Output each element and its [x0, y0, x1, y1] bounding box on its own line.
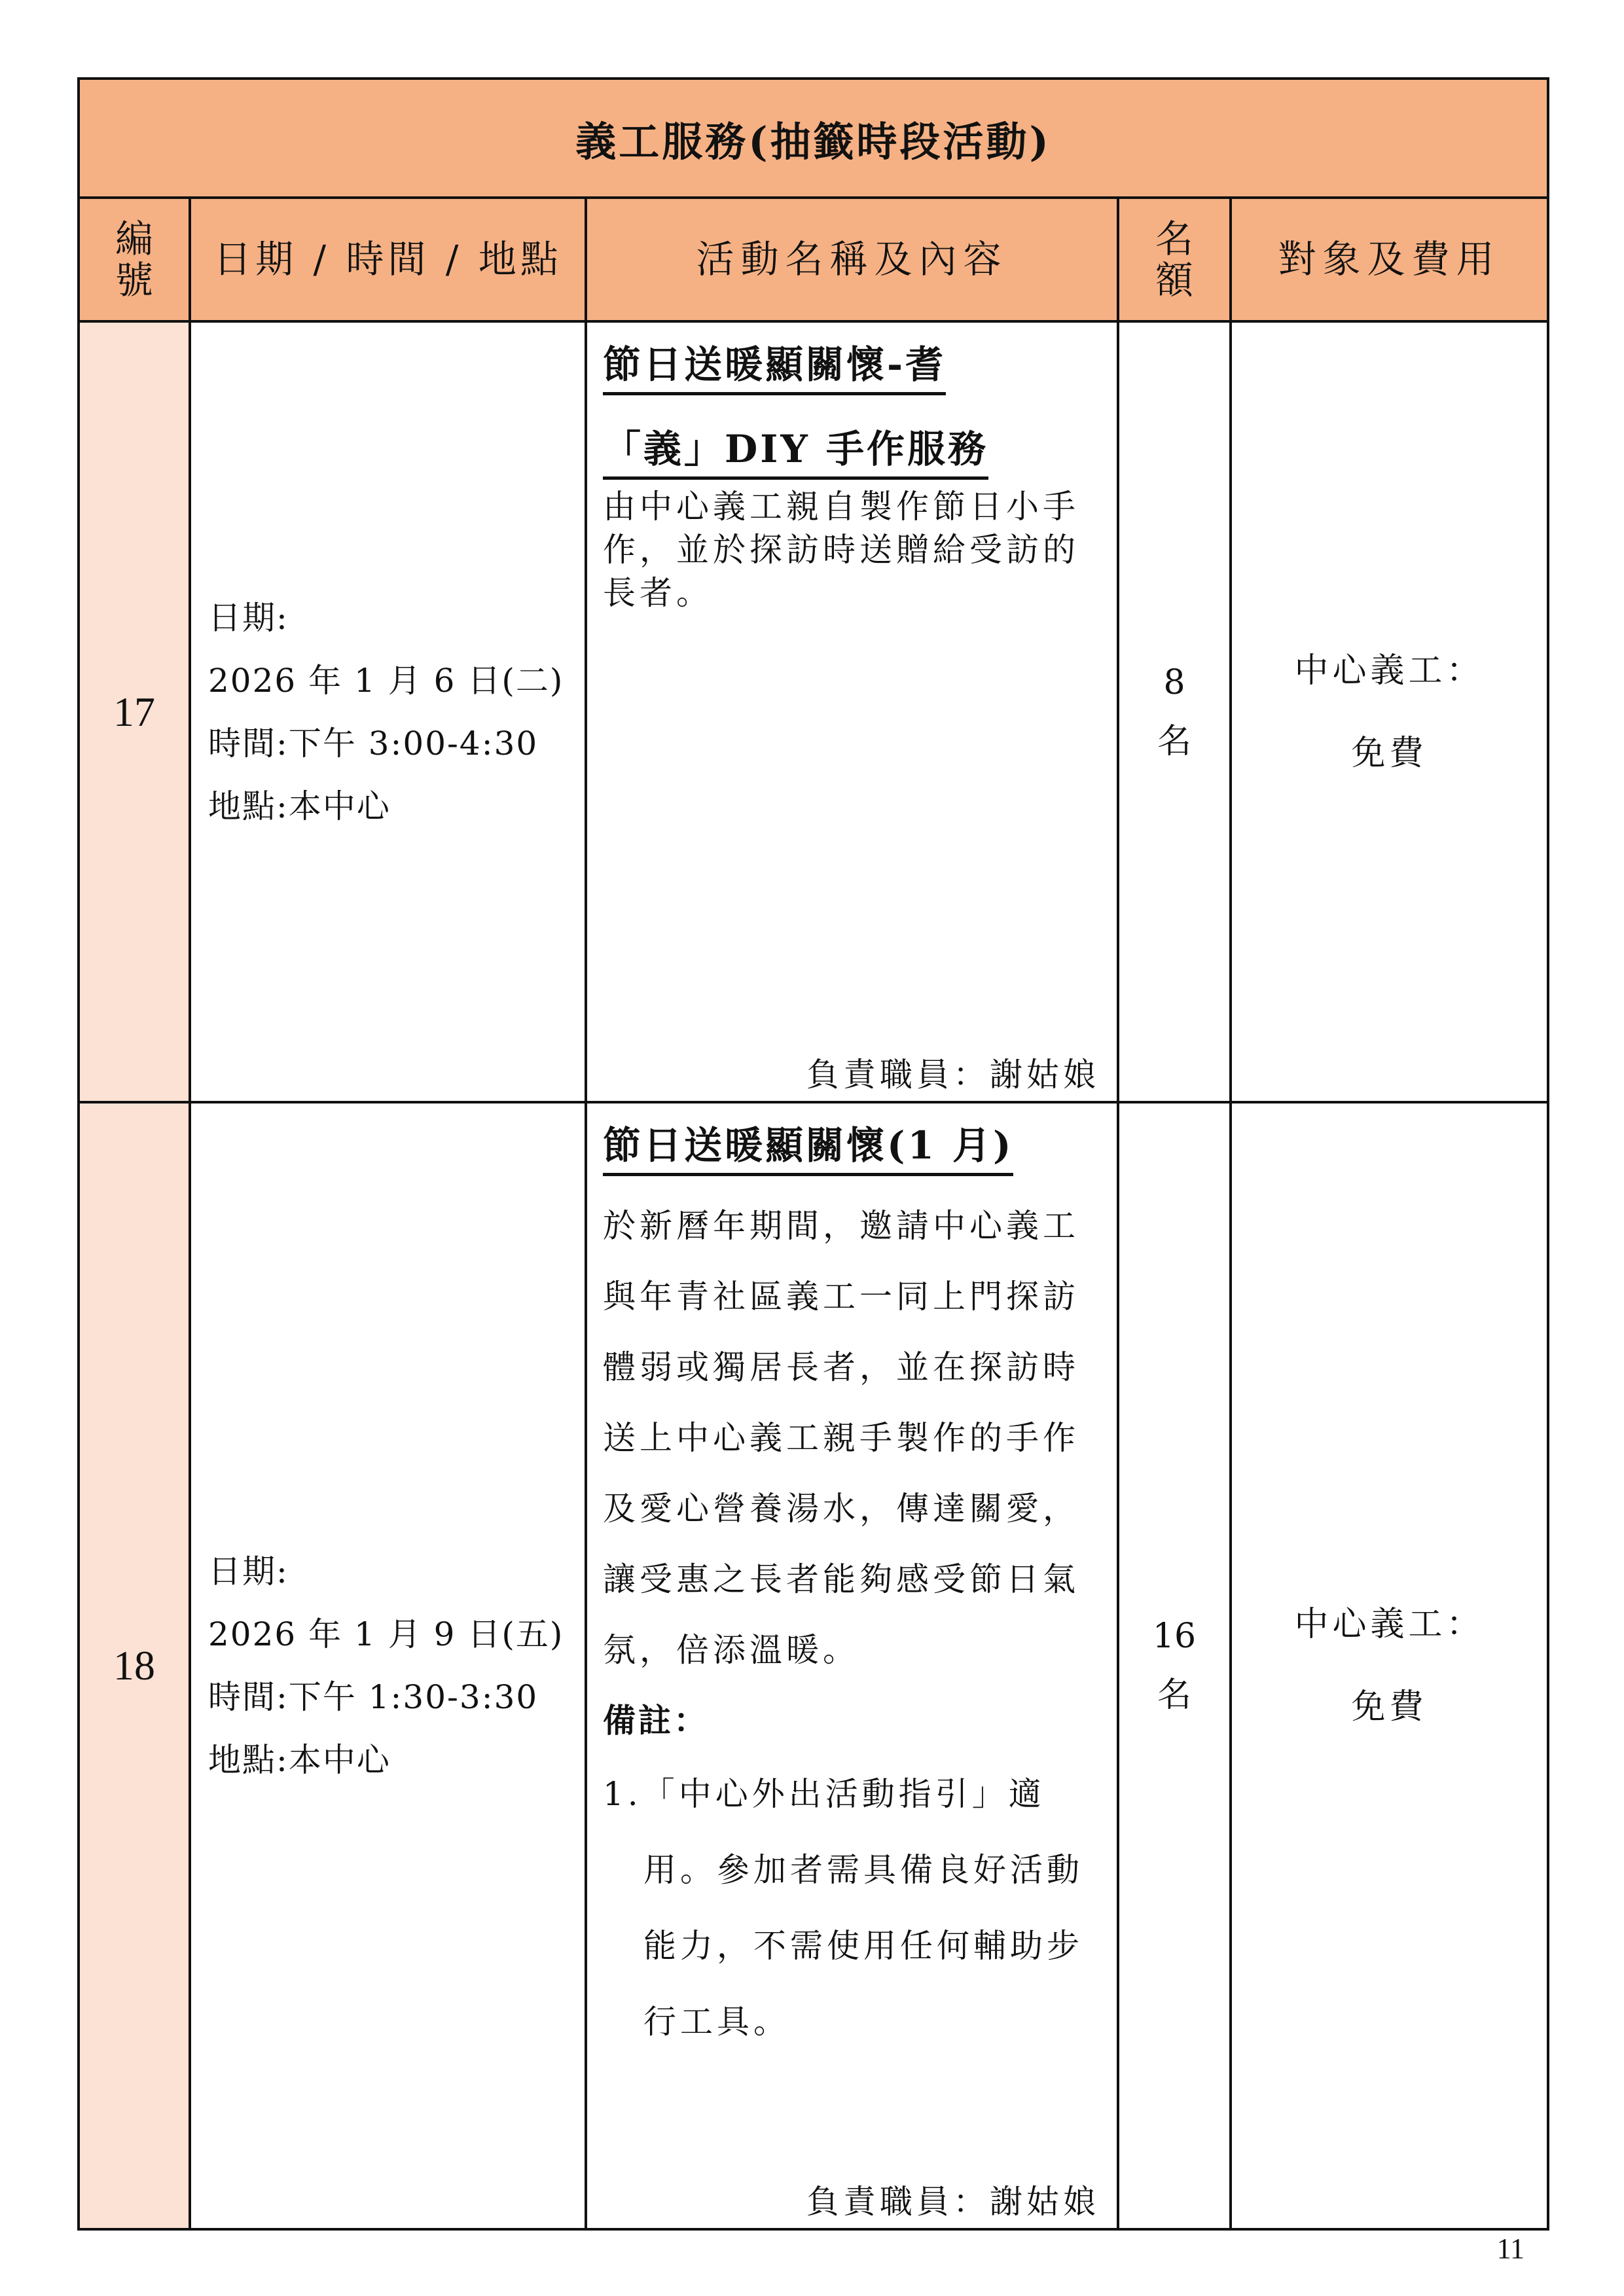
remark-line: 1.「中心外出活動指引」適 — [603, 1775, 1045, 1813]
table-row — [79, 1102, 1548, 2229]
quota-cell — [1118, 321, 1231, 1102]
target-cell — [1231, 321, 1548, 1102]
header-target: 對象及費用 — [1231, 198, 1548, 321]
date-value: 2026 年 1 月 6 日(二) — [208, 661, 564, 700]
date-value: 2026 年 1 月 9 日(五) — [208, 1615, 564, 1653]
header-row — [79, 198, 1548, 321]
remark-line: 行工具。 — [643, 2003, 790, 2041]
activity-title: 節日送暖顯關懷-耆 — [603, 337, 946, 395]
remark-line: 能力，不需使用任何輔助步 — [643, 1927, 1083, 1965]
activity-title: 節日送暖顯關懷(1 月) — [603, 1118, 1013, 1176]
activity-cell — [586, 1102, 1118, 2229]
header-number: 編 號 — [79, 198, 190, 321]
activity-title-line2: 「義」DIY 手作服務 — [603, 422, 988, 480]
row-number: 18 — [79, 1102, 190, 2229]
row-number: 17 — [79, 321, 190, 1102]
header-datetime: 日期 / 時間 / 地點 — [190, 198, 586, 321]
place-value: 地點:本中心 — [208, 1741, 391, 1779]
target-group: 中心義工： — [1294, 651, 1485, 691]
quota-number: 16 — [1152, 1617, 1197, 1656]
table-title: 義工服務(抽籤時段活動) — [79, 79, 1548, 198]
remarks-label: 備註： — [603, 1701, 709, 1740]
staff-in-charge: 負責職員：謝姑娘 — [806, 1056, 1100, 1094]
activity-cell — [586, 321, 1118, 1102]
quota-number: 8 — [1163, 662, 1185, 702]
date-label: 日期: — [208, 598, 289, 637]
fee: 免費 — [1351, 733, 1428, 773]
staff-in-charge: 負責職員：謝姑娘 — [806, 2183, 1100, 2221]
datetime-cell — [190, 1102, 586, 2229]
place-value: 地點:本中心 — [208, 787, 391, 825]
activity-description: 於新曆年期間，邀請中心義工與年青社區義工一同上門探訪體弱或獨居長者，並在探訪時送上中心義工親手製作的手作及愛心營養湯水，傳達關愛，讓受惠之長者能夠感受節日氣氛，倍添溫暖。 — [603, 1207, 1079, 1669]
header-activity: 活動名稱及內容 — [586, 198, 1118, 321]
quota-cell — [1118, 1102, 1231, 2229]
activity-description: 由中心義工親自製作節日小手作，並於探訪時送贈給受訪的長者。 — [603, 488, 1079, 612]
target-cell — [1231, 1102, 1548, 2229]
activity-table — [77, 77, 1549, 2231]
target-group: 中心義工： — [1294, 1605, 1485, 1644]
page-number: 11 — [1496, 2233, 1525, 2265]
fee: 免費 — [1351, 1687, 1428, 1727]
date-label: 日期: — [208, 1552, 289, 1590]
quota-unit: 名 — [1157, 1676, 1191, 1715]
table-row — [79, 321, 1548, 1102]
datetime-cell — [190, 321, 586, 1102]
quota-unit: 名 — [1157, 721, 1191, 761]
time-value: 時間:下午 3:00-4:30 — [208, 724, 539, 762]
title-row — [79, 79, 1548, 198]
header-quota: 名 額 — [1118, 198, 1231, 321]
time-value: 時間:下午 1:30-3:30 — [208, 1678, 539, 1716]
remark-line: 用。參加者需具備良好活動 — [643, 1851, 1083, 1889]
